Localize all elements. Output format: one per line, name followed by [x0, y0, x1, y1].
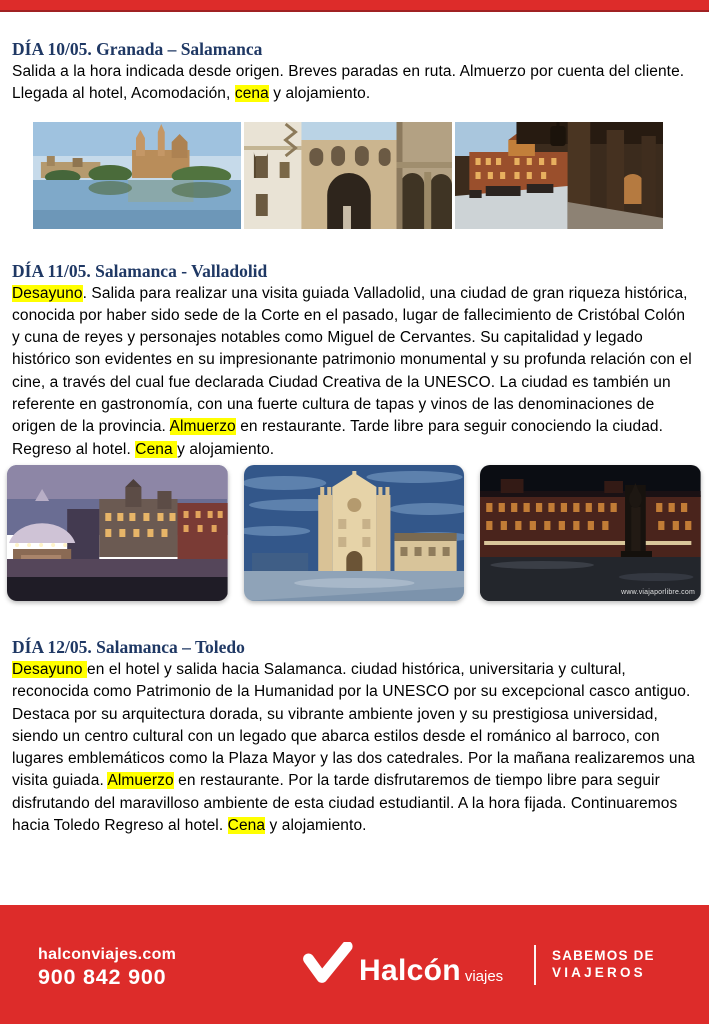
highlighted-text: Desayuno	[12, 660, 88, 678]
body-text: en el hotel y salida hacia Salamanca. ciudad histórica, universitaria y cultural, reconocida como Patrimonio de la Humanidad por la UNESCO por su excepcional casco antiguo. Destaca por su arquitectura dorada, su vibrante ambiente joven y su prestigiosa universidad, siendo un centro cultural con un legado que abarca estilos desde el románico al barroco, con lugares emblemáticos como la Plaza Mayor y las dos catedrales. Por la mañana realizaremos una visita guiada.	[12, 660, 696, 790]
footer-tagline-line2: VIAJEROS	[552, 965, 646, 980]
footer-contact-block	[38, 947, 176, 989]
halcon-check-icon	[301, 942, 353, 986]
day-heading: DÍA 10/05. Granada – Salamanca	[12, 39, 263, 59]
day-paragraph	[12, 659, 697, 837]
salamanca-cathedral-river-photo	[33, 122, 241, 229]
body-text: y alojamiento.	[268, 85, 371, 103]
footer-brand-name: Halcón	[359, 954, 461, 987]
footer-phone: 900 842 900	[38, 965, 167, 989]
salamanca-courtyard-arch-photo	[244, 122, 452, 229]
footer-separator	[534, 945, 536, 985]
body-text: . Salida para realizar una visita guiada Valladolid, una ciudad de gran riqueza histórica, conocida por haber sido sede de la Corte en el pasado, lugar de fallecimiento de Cristóbal Colón y cuna de reyes y personajes notables como Miguel de Cervantes. Su capitalidad y legado histórico son evidentes en su impresionante patrimonio monumental y su profunda relación con el cine, a través del cual fue declarada Ciudad Creativa de la UNESCO. La ciudad es también un referente en gastronomía, con una fuerte cultura de tapas y vinos de las denominaciones de origen de la provincia.	[12, 284, 692, 436]
footer-tagline	[552, 947, 655, 981]
highlighted-text: Almuerzo	[169, 418, 236, 436]
highlighted-text: Cena	[135, 440, 178, 458]
highlighted-text: Cena	[227, 817, 266, 835]
salamanca-plaza-arcade-photo	[455, 122, 663, 229]
body-text: en restaurante. Por la tarde disfrutaremos de tiempo libre para seguir disfrutando del maravilloso ambiente de esta ciudad estudiantil. A la hora fijada. Continuaremos hacia Toledo Regreso al hotel.	[12, 772, 678, 835]
highlighted-text: Desayuno	[12, 284, 83, 302]
day-heading: DÍA 11/05. Salamanca - Valladolid	[12, 260, 268, 281]
photo-row-salamanca	[33, 122, 663, 229]
body-text: y alojamiento.	[265, 817, 367, 835]
document-content	[12, 14, 697, 837]
footer-logo	[301, 942, 503, 986]
day-heading: DÍA 12/05. Salamanca – Toledo	[12, 636, 245, 657]
body-text: en restaurante. Tarde libre para seguir conociendo la ciudad. Regreso al hotel.	[12, 418, 664, 458]
footer-tagline-line1: SABEMOS DE	[552, 948, 655, 963]
highlighted-text: Almuerzo	[107, 772, 174, 790]
day-paragraph	[12, 283, 697, 461]
photo-row-valladolid	[7, 465, 701, 601]
body-text: y alojamiento.	[177, 440, 275, 458]
footer-brand-bar	[0, 905, 709, 1024]
valladolid-plaza-carousel-dusk-photo	[7, 465, 228, 601]
top-red-bar	[0, 0, 709, 12]
highlighted-text: cena	[234, 85, 269, 103]
footer-website: halconviajes.com	[38, 946, 177, 963]
valladolid-san-pablo-church-photo	[244, 465, 465, 601]
day-paragraph	[12, 61, 697, 106]
body-text: Salida a la hora indicada desde origen. Breves paradas en ruta. Almuerzo por cuenta del cliente. Llegada al hotel, Acomodación,	[12, 63, 685, 103]
section-dia-12-05	[12, 637, 697, 837]
section-dia-10-05	[12, 39, 697, 229]
photo-watermark: www.viajaporlibre.com	[621, 588, 696, 596]
valladolid-plaza-mayor-night-photo	[480, 465, 701, 601]
footer-brand-suffix: viajes	[464, 968, 504, 985]
section-dia-11-05	[12, 261, 697, 601]
